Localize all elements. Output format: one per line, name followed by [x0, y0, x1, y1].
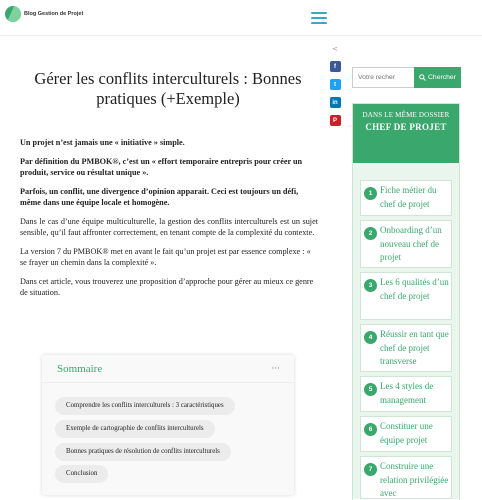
search-icon [419, 74, 426, 81]
sidebar-item-number: 6 [364, 423, 377, 436]
linkedin-icon[interactable]: in [330, 97, 341, 108]
logo-leaf-icon [5, 6, 21, 22]
sidebar-item-number: 5 [364, 383, 377, 396]
sidebar-item[interactable] [360, 456, 452, 499]
sidebar-item[interactable] [360, 376, 452, 412]
toc-header[interactable] [42, 355, 294, 383]
toc-item[interactable]: Bonnes pratiques de résolution de conflits interculturels [55, 443, 231, 461]
top-bar [0, 0, 482, 36]
search-input[interactable] [352, 67, 414, 88]
sidebar-item-number: 2 [364, 227, 377, 240]
article-paragraph: La version 7 du PMBOK® met en avant le fait qu’un projet est par essence complexe : « se frayer un chemin dans la complexité ». [20, 246, 311, 267]
toc-toggle-icon[interactable]: ··· [271, 363, 280, 374]
sidebar-item-label: Onboarding d’un nouveau chef de projet [380, 225, 442, 262]
pinterest-icon[interactable]: P [330, 115, 341, 126]
article-paragraph: Dans le cas d’une équipe multiculturelle, la gestion des conflits interculturels est un sujet sensible, qu’il faut affronter correctement, en tenant compte de la complexité du contexte. [20, 216, 318, 237]
article-paragraph: Un projet n’est jamais une « initiative » simple. [20, 138, 185, 147]
sidebar-item[interactable] [360, 220, 452, 268]
facebook-icon[interactable]: f [330, 61, 341, 72]
sidebar-item-label: Les 6 qualités d’un chef de projet [380, 277, 449, 301]
table-of-contents [42, 355, 294, 495]
sidebar-category: CHEF DE PROJET [365, 122, 447, 132]
logo-text: Blog Gestion de Projet [24, 11, 84, 17]
sidebar-item[interactable] [360, 416, 452, 452]
sidebar-item-label: Réussir en tant que chef de projet transverse [380, 329, 449, 366]
toc-item[interactable]: Conclusion [55, 465, 108, 483]
article-body [20, 137, 318, 306]
article-paragraph: Parfois, un conflit, une divergence d’opinion apparait. Ceci est toujours un défi, même dans une équipe locale et homogène. [20, 186, 299, 207]
sidebar-related [352, 103, 460, 500]
sidebar-item-number: 7 [364, 463, 377, 476]
page-title: Gérer les conflits interculturels : Bonnes pratiques (+Exemple) [34, 69, 302, 108]
share-icon[interactable]: < [332, 45, 338, 53]
sidebar-item-label: Constituer une équipe projet [380, 421, 433, 445]
search-form [352, 67, 461, 88]
sidebar-header [353, 104, 459, 163]
sidebar-item[interactable] [360, 272, 452, 320]
article-paragraph: Par définition du PMBOK®, c’est un « effort temporaire entrepris pour créer un produit, service ou résultat unique ». [20, 156, 303, 177]
sidebar-item-label: Construire une relation privilégiée avec [380, 461, 449, 498]
sidebar-subtitle: DANS LE MÊME DOSSIER [362, 111, 450, 119]
twitter-icon[interactable]: t [330, 79, 341, 90]
sidebar-item-label: Fiche métier du chef de projet [380, 185, 437, 209]
article-paragraph: Dans cet article, vous trouverez une proposition d’approche pour gérer au mieux ce genre de situation. [20, 276, 314, 297]
sidebar-item-number: 3 [364, 279, 377, 292]
toc-title: Sommaire [57, 362, 103, 375]
sidebar-item-number: 1 [364, 187, 377, 200]
search-button[interactable] [414, 67, 461, 88]
search-button-label: Chercher [428, 74, 456, 81]
sidebar-list [353, 163, 459, 499]
sidebar-item-number: 4 [364, 331, 377, 344]
sidebar-item[interactable] [360, 324, 452, 372]
sidebar-item[interactable] [360, 180, 452, 216]
share-bar [329, 44, 341, 126]
sidebar-item-label: Les 4 styles de management [380, 381, 434, 405]
toc-item[interactable]: Exemple de cartographie de conflits interculturels [55, 420, 215, 438]
hamburger-menu-icon[interactable] [311, 12, 327, 24]
toc-item[interactable]: Comprendre les conflits interculturels : 3 caractéristiques [55, 397, 235, 415]
site-logo[interactable] [5, 6, 83, 22]
